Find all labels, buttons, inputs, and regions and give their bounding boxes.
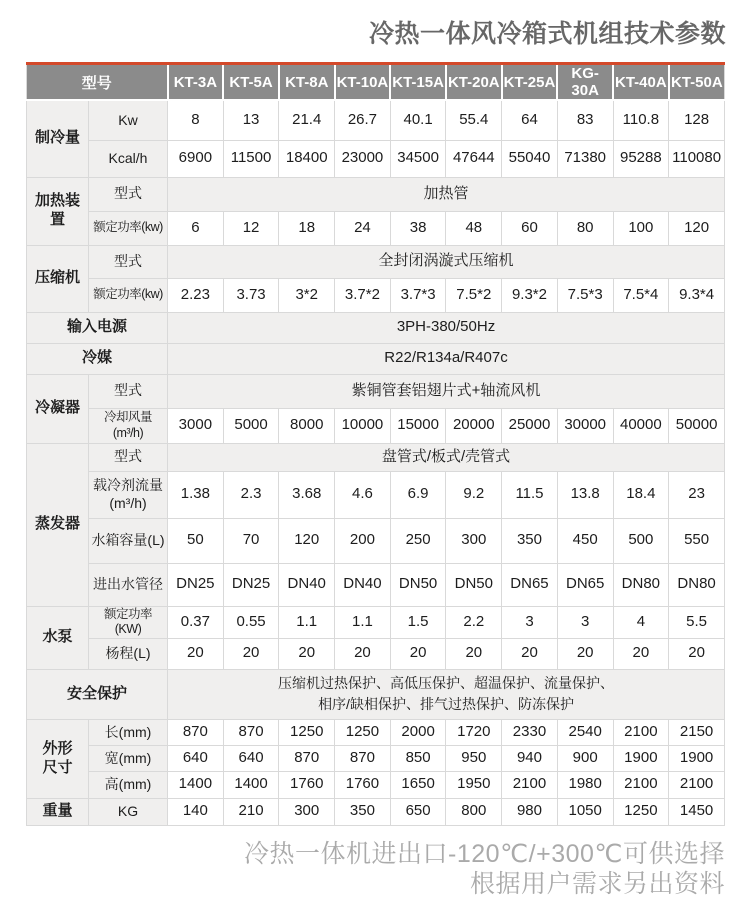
spec-value-cell: 25000 (502, 408, 558, 443)
table-row (27, 471, 725, 518)
spec-value-cell: 450 (557, 518, 613, 563)
spec-value-cell: 3.73 (223, 278, 279, 312)
spec-value-cell: 2.23 (168, 278, 224, 312)
spec-value-cell: 350 (502, 518, 558, 563)
spec-value-cell: 20 (669, 638, 725, 669)
spec-value-cell: 128 (669, 100, 725, 140)
spec-value-cell: 6900 (168, 140, 224, 177)
spec-value-cell: 980 (502, 798, 558, 825)
cell-text-line: 压缩机过热保护、高低压保护、超温保护、流量保护、 (278, 675, 614, 692)
row-param-label (89, 471, 168, 518)
cell-text-line: 载冷剂流量 (93, 477, 163, 493)
row-param-label: 型式 (89, 245, 168, 278)
model-header-row (27, 64, 725, 101)
spec-value-cell: 1250 (279, 719, 335, 745)
spec-value-cell: 23 (669, 471, 725, 518)
spec-value-cell: 1400 (223, 771, 279, 798)
spec-value-cell: 8000 (279, 408, 335, 443)
spec-table (26, 62, 725, 826)
spec-value-cell: 1250 (335, 719, 391, 745)
cell-text-line: (m³/h) (109, 494, 147, 511)
table-row (27, 278, 725, 312)
spec-value-cell: 1.38 (168, 471, 224, 518)
spec-value-cell: 7.5*2 (446, 278, 502, 312)
spec-value-cell: 1.1 (279, 606, 335, 638)
spec-value-cell: 2100 (613, 719, 669, 745)
table-header-model: KT-10A (335, 64, 391, 101)
table-header-model-label: 型号 (27, 64, 168, 101)
row-group-label: 输入电源 (27, 312, 168, 343)
spec-value-cell: 0.55 (223, 606, 279, 638)
spec-value-cell: 70 (223, 518, 279, 563)
table-row (27, 312, 725, 343)
spec-value-cell: 650 (390, 798, 446, 825)
spec-value-cell: 2100 (613, 771, 669, 798)
spec-value-cell: 26.7 (335, 100, 391, 140)
spec-value-cell: 1.1 (335, 606, 391, 638)
spec-value-cell: 4.6 (335, 471, 391, 518)
merged-value-cell (168, 669, 725, 719)
spec-value-cell: 3.68 (279, 471, 335, 518)
spec-value-cell: 10000 (335, 408, 391, 443)
spec-value-cell: 13 (223, 100, 279, 140)
spec-value-cell: 7.5*3 (557, 278, 613, 312)
table-header-model: KT-5A (223, 64, 279, 101)
spec-value-cell: 550 (669, 518, 725, 563)
spec-value-cell: 870 (223, 719, 279, 745)
spec-value-cell: 9.2 (446, 471, 502, 518)
row-group-label: 加热装置 (27, 177, 89, 245)
spec-value-cell: 50 (168, 518, 224, 563)
row-param-label: 型式 (89, 374, 168, 408)
table-row (27, 177, 725, 211)
spec-value-cell: DN40 (335, 563, 391, 606)
table-header-model: KT-3A (168, 64, 224, 101)
spec-value-cell: 900 (557, 745, 613, 771)
table-row (27, 374, 725, 408)
spec-value-cell: 20 (613, 638, 669, 669)
spec-value-cell: 640 (168, 745, 224, 771)
spec-value-cell: 18.4 (613, 471, 669, 518)
spec-value-cell: 55.4 (446, 100, 502, 140)
merged-value-cell: 加热管 (168, 177, 725, 211)
footer-note (0, 839, 725, 900)
table-header-model: KT-15A (390, 64, 446, 101)
spec-value-cell: 38 (390, 211, 446, 245)
row-param-label: Kw (89, 100, 168, 140)
table-header-model: KT-50A (669, 64, 725, 101)
spec-value-cell: 64 (502, 100, 558, 140)
spec-value-cell: 3*2 (279, 278, 335, 312)
spec-value-cell: 20 (168, 638, 224, 669)
spec-value-cell: 20000 (446, 408, 502, 443)
spec-value-cell: 500 (613, 518, 669, 563)
spec-value-cell: 60 (502, 211, 558, 245)
spec-value-cell: 2150 (669, 719, 725, 745)
spec-value-cell: 71380 (557, 140, 613, 177)
spec-value-cell: 2000 (390, 719, 446, 745)
spec-value-cell: 1450 (669, 798, 725, 825)
spec-value-cell: 850 (390, 745, 446, 771)
cell-text-line: 相序/缺相保护、排气过热保护、防冻保护 (318, 696, 574, 713)
spec-value-cell: 47644 (446, 140, 502, 177)
row-param-label: 长(mm) (89, 719, 168, 745)
table-row (27, 798, 725, 825)
row-param-label: 进出水管径 (89, 563, 168, 606)
spec-value-cell: 20 (335, 638, 391, 669)
table-header-model: KT-25A (502, 64, 558, 101)
spec-value-cell: 3 (502, 606, 558, 638)
table-row (27, 771, 725, 798)
spec-value-cell: 1720 (446, 719, 502, 745)
spec-value-cell: 20 (557, 638, 613, 669)
row-group-label (27, 719, 89, 798)
spec-value-cell: 2100 (669, 771, 725, 798)
table-row (27, 606, 725, 638)
spec-value-cell: DN25 (223, 563, 279, 606)
spec-value-cell: 1760 (279, 771, 335, 798)
spec-value-cell: 1950 (446, 771, 502, 798)
spec-value-cell: 50000 (669, 408, 725, 443)
table-header-model: KT-40A (613, 64, 669, 101)
spec-value-cell: 1250 (613, 798, 669, 825)
row-param-label: Kcal/h (89, 140, 168, 177)
table-row (27, 669, 725, 719)
spec-value-cell: 2330 (502, 719, 558, 745)
table-row (27, 140, 725, 177)
spec-value-cell: DN80 (669, 563, 725, 606)
merged-value-cell: R22/R134a/R407c (168, 343, 725, 374)
spec-value-cell: 1980 (557, 771, 613, 798)
spec-value-cell: 1.5 (390, 606, 446, 638)
spec-value-cell: 6.9 (390, 471, 446, 518)
spec-value-cell: DN80 (613, 563, 669, 606)
spec-value-cell: 3 (557, 606, 613, 638)
spec-value-cell: 11500 (223, 140, 279, 177)
row-group-label: 冷凝器 (27, 374, 89, 443)
row-param-label: KG (89, 798, 168, 825)
spec-value-cell: 2100 (502, 771, 558, 798)
table-row (27, 408, 725, 443)
spec-value-cell: 23000 (335, 140, 391, 177)
row-group-label: 蒸发器 (27, 443, 89, 606)
spec-value-cell: 640 (223, 745, 279, 771)
spec-value-cell: 1050 (557, 798, 613, 825)
row-param-label: 宽(mm) (89, 745, 168, 771)
row-group-label: 安全保护 (27, 669, 168, 719)
row-param-label: 冷却风量(m³/h) (89, 408, 168, 443)
spec-value-cell: 6 (168, 211, 224, 245)
table-row (27, 100, 725, 140)
spec-value-cell: DN50 (446, 563, 502, 606)
spec-value-cell: DN50 (390, 563, 446, 606)
spec-table-body (27, 64, 725, 826)
spec-value-cell: 950 (446, 745, 502, 771)
spec-value-cell: 30000 (557, 408, 613, 443)
spec-value-cell: 120 (669, 211, 725, 245)
spec-value-cell: 11.5 (502, 471, 558, 518)
table-row (27, 719, 725, 745)
spec-value-cell: 40000 (613, 408, 669, 443)
spec-value-cell: 20 (446, 638, 502, 669)
spec-value-cell: 18 (279, 211, 335, 245)
spec-value-cell: 83 (557, 100, 613, 140)
spec-value-cell: 40.1 (390, 100, 446, 140)
row-group-label: 重量 (27, 798, 89, 825)
row-group-label: 冷媒 (27, 343, 168, 374)
spec-value-cell: 15000 (390, 408, 446, 443)
spec-value-cell: 870 (279, 745, 335, 771)
spec-value-cell: 350 (335, 798, 391, 825)
row-param-label: 型式 (89, 177, 168, 211)
spec-value-cell: 300 (279, 798, 335, 825)
spec-value-cell: 110.8 (613, 100, 669, 140)
spec-value-cell: 8 (168, 100, 224, 140)
spec-value-cell: 20 (279, 638, 335, 669)
spec-value-cell: 20 (223, 638, 279, 669)
merged-value-cell: 盘管式/板式/壳管式 (168, 443, 725, 471)
spec-value-cell: 20 (390, 638, 446, 669)
spec-value-cell: 18400 (279, 140, 335, 177)
spec-value-cell: 300 (446, 518, 502, 563)
spec-value-cell: 0.37 (168, 606, 224, 638)
table-row (27, 745, 725, 771)
footer-note-line1: 冷热一体机进出口-120℃/+300℃可供选择 (244, 839, 725, 868)
spec-value-cell: 870 (335, 745, 391, 771)
spec-value-cell: 7.5*4 (613, 278, 669, 312)
spec-value-cell: DN65 (557, 563, 613, 606)
page-title: 冷热一体风冷箱式机组技术参数 (368, 20, 726, 48)
cell-text-line: 外形 (42, 740, 73, 757)
spec-value-cell: 95288 (613, 140, 669, 177)
spec-value-cell: 1650 (390, 771, 446, 798)
row-group-label: 压缩机 (27, 245, 89, 312)
spec-value-cell: 210 (223, 798, 279, 825)
spec-value-cell: 9.3*2 (502, 278, 558, 312)
table-header-model: KT-8A (279, 64, 335, 101)
row-param-label: 额定功率(kw) (89, 278, 168, 312)
table-header-model: KT-20A (446, 64, 502, 101)
spec-value-cell: 1760 (335, 771, 391, 798)
spec-value-cell: 1900 (669, 745, 725, 771)
spec-value-cell: 48 (446, 211, 502, 245)
row-param-label: 额定功率(kw) (89, 211, 168, 245)
table-header-model: KG-30A (557, 64, 613, 101)
spec-value-cell: 80 (557, 211, 613, 245)
table-row (27, 563, 725, 606)
table-row (27, 211, 725, 245)
row-group-label: 水泵 (27, 606, 89, 669)
spec-value-cell: 2.3 (223, 471, 279, 518)
merged-value-cell: 紫铜管套铝翅片式+轴流风机 (168, 374, 725, 408)
spec-value-cell: 21.4 (279, 100, 335, 140)
table-row (27, 638, 725, 669)
table-row (27, 343, 725, 374)
merged-value-cell: 3PH-380/50Hz (168, 312, 725, 343)
spec-value-cell: 2540 (557, 719, 613, 745)
row-param-label: 水箱容量(L) (89, 518, 168, 563)
spec-value-cell: 100 (613, 211, 669, 245)
spec-value-cell: 3.7*2 (335, 278, 391, 312)
spec-value-cell: 13.8 (557, 471, 613, 518)
spec-value-cell: 200 (335, 518, 391, 563)
cell-text-line: 尺寸 (42, 758, 73, 776)
spec-value-cell: 120 (279, 518, 335, 563)
spec-value-cell: 34500 (390, 140, 446, 177)
spec-value-cell: DN65 (502, 563, 558, 606)
spec-value-cell: 2.2 (446, 606, 502, 638)
spec-value-cell: 1400 (168, 771, 224, 798)
spec-value-cell: 20 (502, 638, 558, 669)
spec-value-cell: 250 (390, 518, 446, 563)
merged-value-cell: 全封闭涡漩式压缩机 (168, 245, 725, 278)
table-row (27, 443, 725, 471)
spec-value-cell: 12 (223, 211, 279, 245)
spec-value-cell: DN40 (279, 563, 335, 606)
spec-value-cell: 9.3*4 (669, 278, 725, 312)
spec-value-cell: 3000 (168, 408, 224, 443)
spec-value-cell: 800 (446, 798, 502, 825)
spec-value-cell: 1900 (613, 745, 669, 771)
table-row (27, 518, 725, 563)
table-row (27, 245, 725, 278)
spec-value-cell: 140 (168, 798, 224, 825)
spec-value-cell: 55040 (502, 140, 558, 177)
spec-value-cell: DN25 (168, 563, 224, 606)
row-param-label: 高(mm) (89, 771, 168, 798)
spec-value-cell: 940 (502, 745, 558, 771)
row-param-label: 额定功率(KW) (89, 606, 168, 638)
row-param-label: 型式 (89, 443, 168, 471)
spec-value-cell: 870 (168, 719, 224, 745)
spec-value-cell: 5000 (223, 408, 279, 443)
row-group-label: 制冷量 (27, 100, 89, 177)
spec-value-cell: 24 (335, 211, 391, 245)
spec-value-cell: 5.5 (669, 606, 725, 638)
footer-note-line2: 根据用户需求另出资料 (469, 870, 725, 899)
spec-value-cell: 4 (613, 606, 669, 638)
row-param-label: 杨程(L) (89, 638, 168, 669)
spec-value-cell: 110080 (669, 140, 725, 177)
spec-value-cell: 3.7*3 (390, 278, 446, 312)
